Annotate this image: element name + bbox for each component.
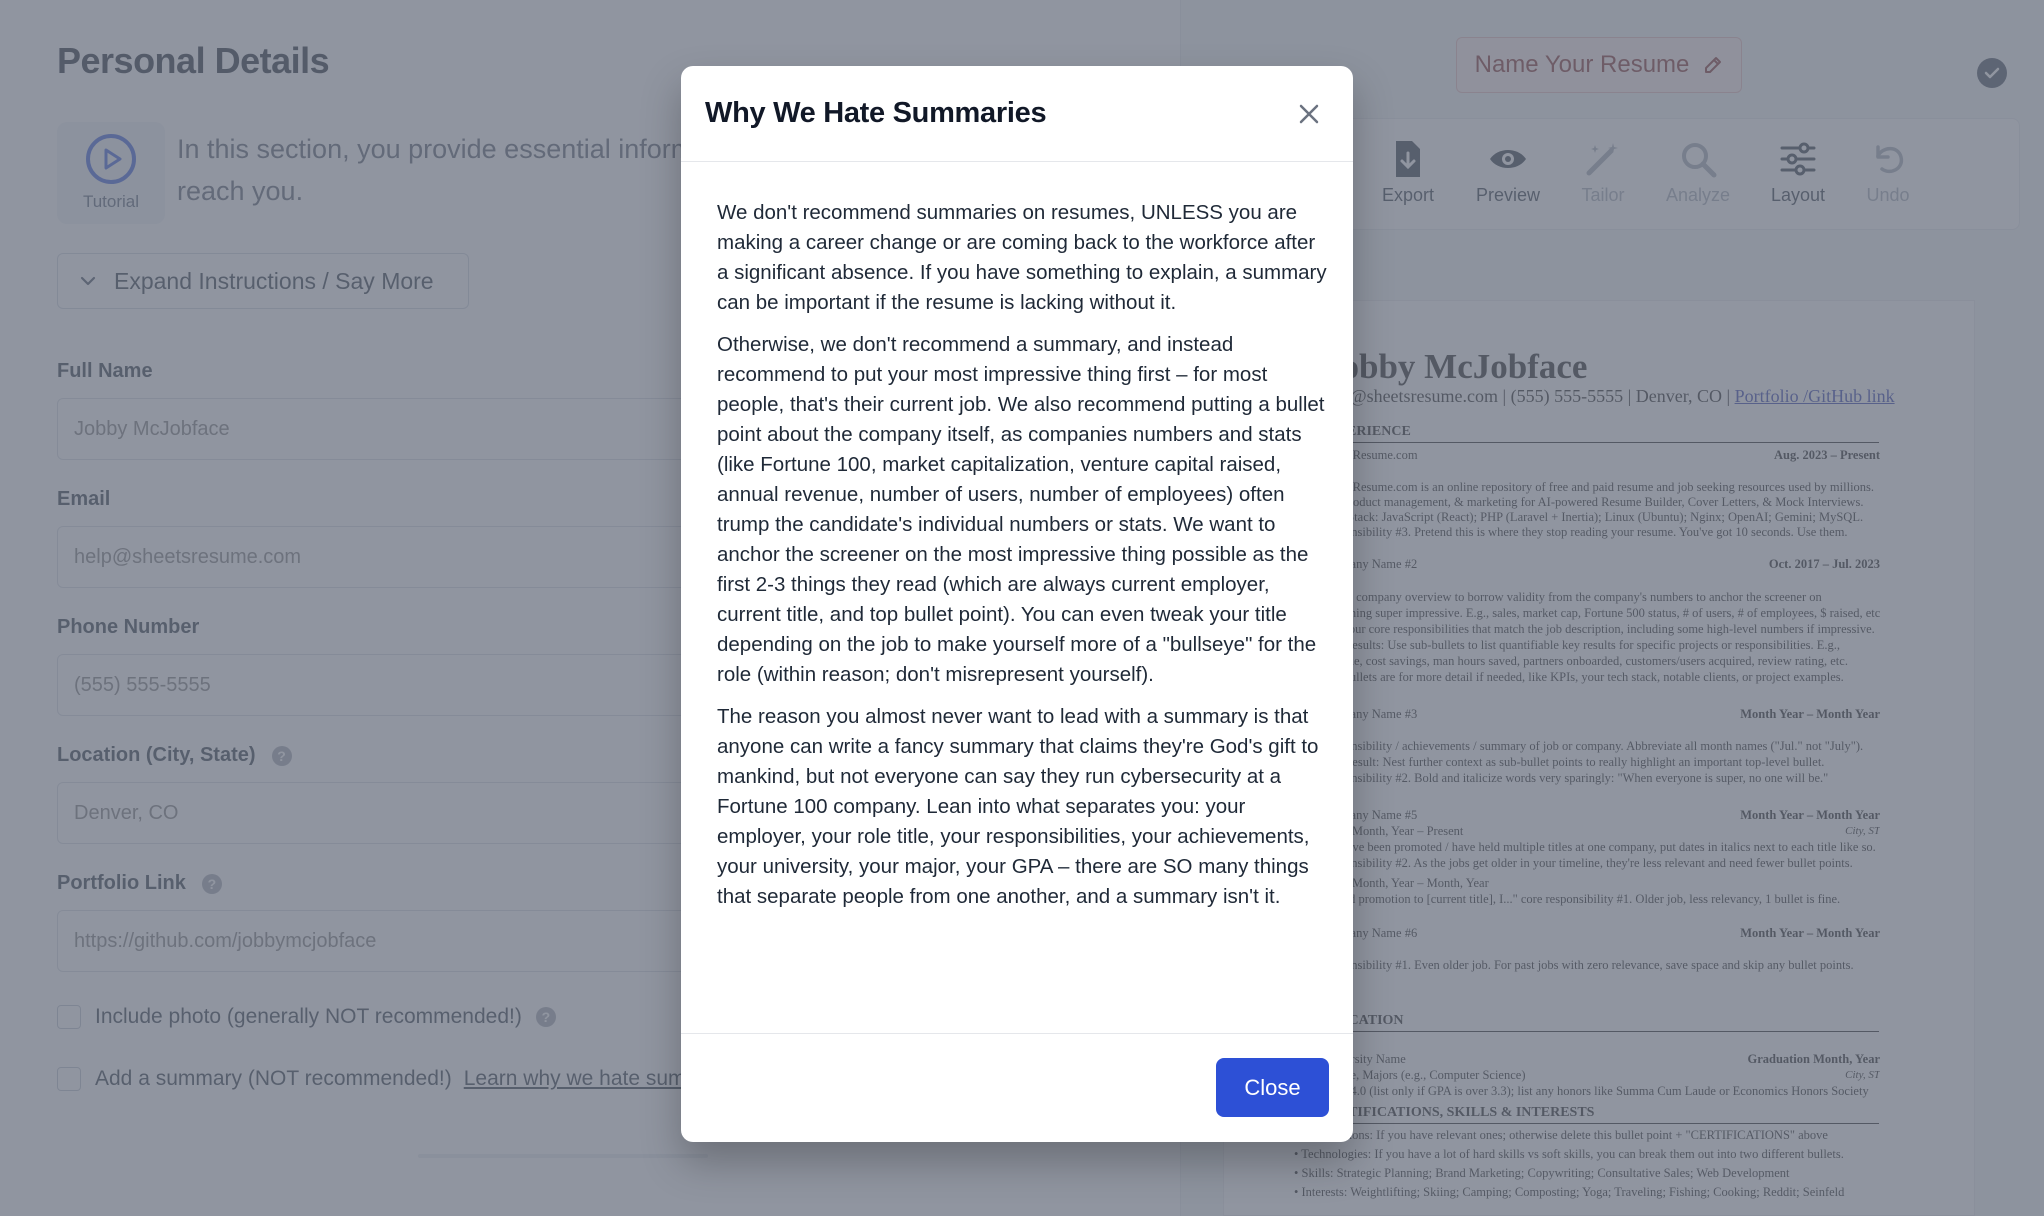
close-button[interactable]: Close (1216, 1058, 1329, 1117)
modal-paragraph: Otherwise, we don't recommend a summary, and instead recommend to put your most impressive thing first – for most people, that's their current job. We also recommend putting a bullet point about the company itself, as companies numbers and stats (like Fortune 100, market capitalization, venture capital raised, annual revenue, number of users, number of employees) often trump the candidate's individual numbers or stats. We want to anchor the screener on the most impressive thing possible as the first 2-3 things they read (which are always current employer, current title, and top bullet point). You can even tweak your title depending on the job to make yourself more of a "bullseye" for the role (within reason; don't misrepresent yourself). (717, 333, 1325, 686)
modal-footer (681, 1033, 1353, 1142)
modal-body (717, 198, 1327, 924)
modal-paragraph: We don't recommend summaries on resumes, UNLESS you are making a career change or are coming back to the workforce after a significant absence. If you have something to explain, a summary can be important if the resume is lacking without it. (717, 201, 1327, 314)
why-we-hate-summaries-modal (681, 66, 1353, 1142)
close-icon[interactable] (1295, 100, 1323, 128)
modal-paragraph: The reason you almost never want to lead with a summary is that anyone can write a fancy summary that claims they're God's gift to mankind, but not everyone can say they run cybersecurity at a Fortune 100 company. Lean into what separates you: your employer, your role title, your responsibilities, your achievements, your university, your major, your GPA – there are SO many things that separate people from one another, and a summary isn't it. (717, 705, 1319, 908)
modal-title: Why We Hate Summaries (705, 97, 1047, 129)
modal-header (681, 66, 1353, 162)
